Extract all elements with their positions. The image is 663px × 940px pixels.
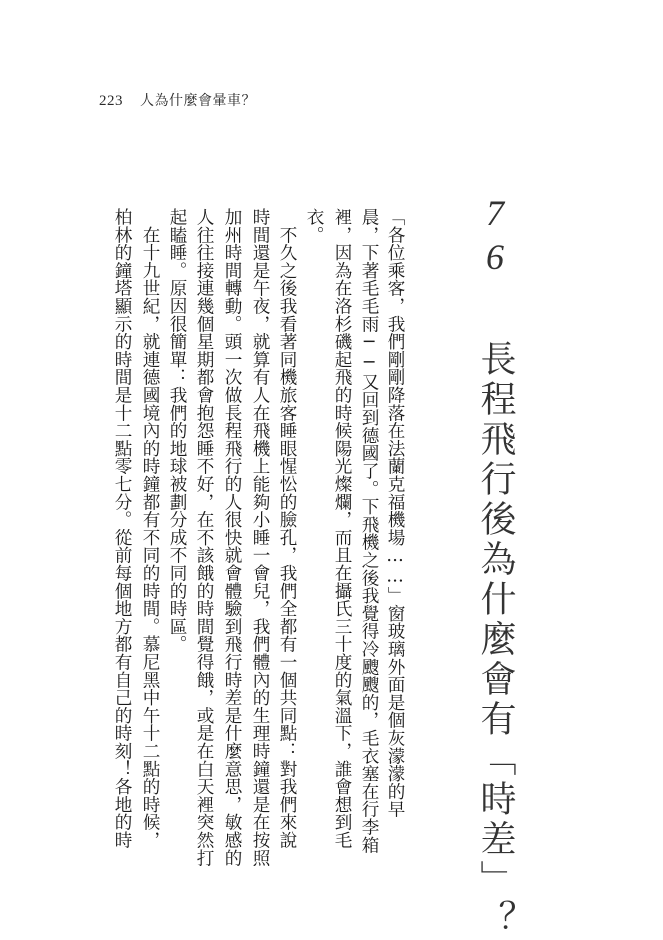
chapter-number: 76 [475,193,515,281]
body-line-2: 晨，下著毛毛雨──又回到德國了。下飛機之後我覺得冷颼颼的，毛衣塞在行李箱 [359,208,379,854]
body-line-3: 裡，因為在洛杉磯起飛的時候陽光燦爛，而且在攝氏三十度的氣溫下，誰會想到毛 [332,208,352,849]
body-line-8: 人往往接連幾個星期都會抱怨睡不好，在不該餓的時間覺得餓，或是在白天裡突然打 [194,208,214,867]
page-number: 223 [99,93,123,109]
body-line-4: 衣。 [304,208,324,244]
body-line-7: 加州時間轉動。頭一次做長程飛行的人很快就會體驗到飛行時差是什麼意思，敏感的 [222,208,242,867]
body-line-6: 時間還是午夜，就算有人在飛機上能夠小睡一會兒，我們體內的生理時鐘還是在按照 [250,208,270,867]
running-header [99,90,256,110]
body-line-10: 在十九世紀，就連德國境內的時鐘都有不同的時間。慕尼黑中午十二點的時候， [140,208,160,849]
body-line-11: 柏林的鐘塔顯示的時間是十二點零七分。從前每個地方都有自己的時刻！各地的時 [112,208,132,849]
body-line-9: 起瞌睡。原因很簡單：我們的地球被劃分成不同的時區。 [167,208,187,653]
chapter-heading [475,193,515,940]
body-line-1: 「各位乘客，我們剛剛降落在法蘭克福機場……」窗玻璃外面是個灰濛濛的早 [385,208,405,818]
running-title: 人為什麼會暈車？ [139,93,256,109]
chapter-title: 長程飛行後為什麼會有「時差」？ [475,340,516,940]
body-line-5: 不久之後我看著同機旅客睡眼惺忪的臉孔，我們全都有一個共同點：對我們來說 [277,208,297,849]
